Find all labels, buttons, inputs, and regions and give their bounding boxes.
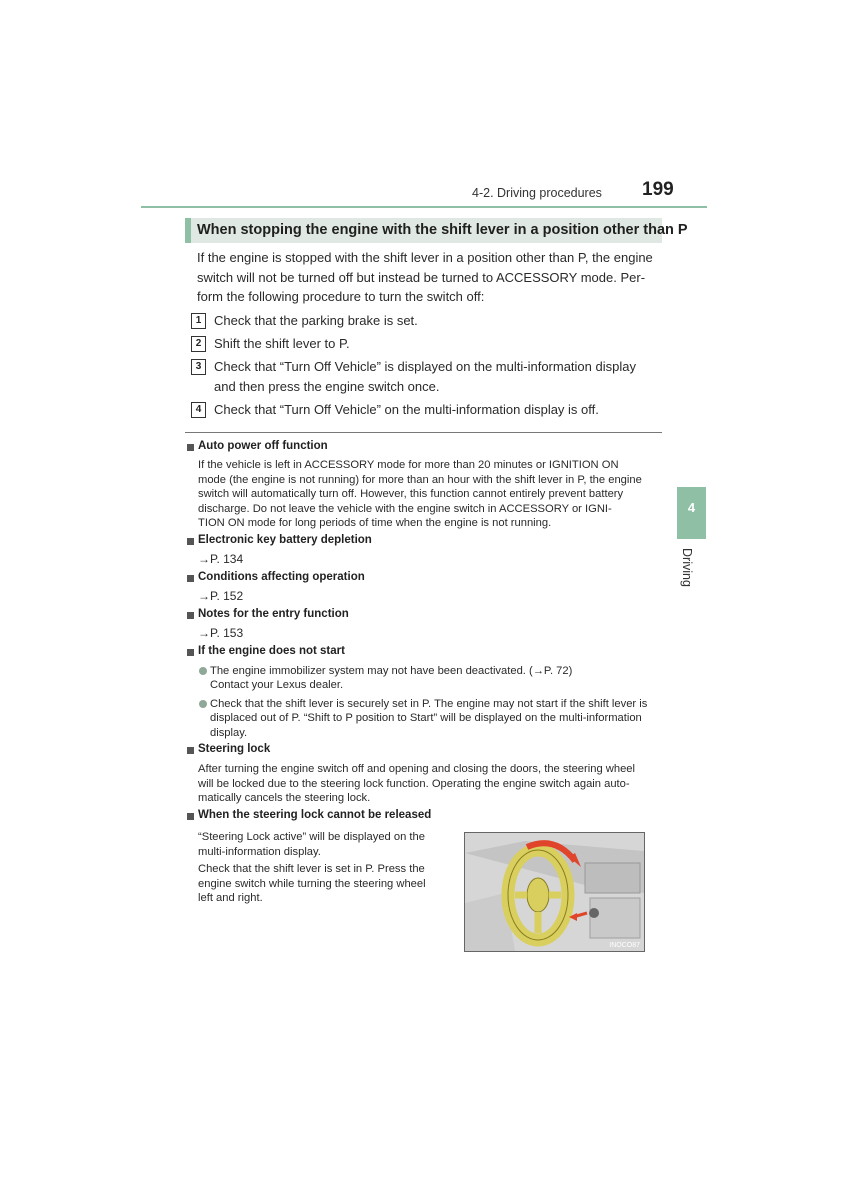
note-line: will be locked due to the steering lock function. Operating the engine switch again auto- <box>198 778 630 790</box>
header-section-title: 4-2. Driving procedures <box>472 186 602 200</box>
note-square-icon <box>187 813 194 820</box>
step-text: and then press the engine switch once. <box>214 379 440 394</box>
bullet-dot-icon <box>199 667 207 675</box>
note-square-icon <box>187 444 194 451</box>
page-number: 199 <box>642 179 674 200</box>
step-text: Check that the parking brake is set. <box>214 313 418 328</box>
step-text: Check that “Turn Off Vehicle” on the multi-information display is off. <box>214 402 599 417</box>
note-title: When the steering lock cannot be released <box>198 809 432 821</box>
note-line: Check that the shift lever is set in P. Press the <box>198 863 425 875</box>
arrow-icon: → <box>198 589 210 603</box>
note-line: mode (the engine is not running) for more than an hour with the shift lever in P, the engine <box>198 474 642 486</box>
note-title: Steering lock <box>198 743 271 755</box>
note-line: TION ON mode for long periods of time when the engine is not running. <box>198 517 552 529</box>
note-square-icon <box>187 538 194 545</box>
note-title: If the engine does not start <box>198 645 345 657</box>
note-line: matically cancels the steering lock. <box>198 792 371 804</box>
section-divider <box>185 432 662 433</box>
note-line: “Steering Lock active” will be displayed on the <box>198 831 425 843</box>
note-line: switch will automatically turn off. However, this function cannot entirely prevent battery <box>198 488 624 500</box>
note-square-icon <box>187 747 194 754</box>
note-title: Notes for the entry function <box>198 608 349 620</box>
note-title: Auto power off function <box>198 440 328 452</box>
steering-wheel-icon <box>465 833 644 951</box>
page-reference[interactable]: →P. 153 <box>198 626 244 640</box>
note-square-icon <box>187 575 194 582</box>
bullet-line: Contact your Lexus dealer. <box>210 679 344 691</box>
bullet-line: display. <box>210 727 248 739</box>
step-number: 4 <box>191 402 206 418</box>
chapter-label: Driving <box>680 548 694 587</box>
note-square-icon <box>187 612 194 619</box>
section-heading: When stopping the engine with the shift lever in a position other than P <box>197 222 688 238</box>
intro-line: switch will not be turned off but instead be turned to ACCESSORY mode. Per- <box>197 270 646 285</box>
note-title: Electronic key battery depletion <box>198 534 372 546</box>
note-square-icon <box>187 649 194 656</box>
steering-wheel-illustration <box>464 832 645 952</box>
step-text: Check that “Turn Off Vehicle” is displayed on the multi-information display <box>214 359 636 374</box>
step-number: 1 <box>191 313 206 329</box>
intro-line: If the engine is stopped with the shift lever in a position other than P, the engine <box>197 250 653 265</box>
chapter-number: 4 <box>687 500 696 515</box>
header-rule <box>141 206 707 208</box>
step-number: 3 <box>191 359 206 375</box>
arrow-icon: → <box>198 626 210 640</box>
note-title: Conditions affecting operation <box>198 571 365 583</box>
bullet-line: The engine immobilizer system may not have been deactivated. (→P. 72) <box>210 665 573 677</box>
page-reference[interactable]: →P. 152 <box>198 589 244 603</box>
figure-code: INOCO87 <box>609 942 640 949</box>
bullet-line: Check that the shift lever is securely set in P. The engine may not start if the shift lever is <box>210 698 648 710</box>
note-line: If the vehicle is left in ACCESSORY mode for more than 20 minutes or IGNITION ON <box>198 459 619 471</box>
note-line: multi-information display. <box>198 846 321 858</box>
bullet-dot-icon <box>199 700 207 708</box>
note-line: engine switch while turning the steering wheel <box>198 878 426 890</box>
step-text: Shift the shift lever to P. <box>214 336 350 351</box>
page-reference[interactable]: →P. 134 <box>198 552 244 566</box>
note-line: left and right. <box>198 892 263 904</box>
note-line: After turning the engine switch off and opening and closing the doors, the steering wheel <box>198 763 636 775</box>
bullet-line: displaced out of P. “Shift to P position to Start” will be displayed on the multi-information <box>210 712 642 724</box>
intro-line: form the following procedure to turn the switch off: <box>197 289 485 304</box>
step-number: 2 <box>191 336 206 352</box>
note-line: discharge. Do not leave the vehicle with the engine switch in ACCESSORY or IGNI- <box>198 503 612 515</box>
arrow-icon: → <box>198 552 210 566</box>
